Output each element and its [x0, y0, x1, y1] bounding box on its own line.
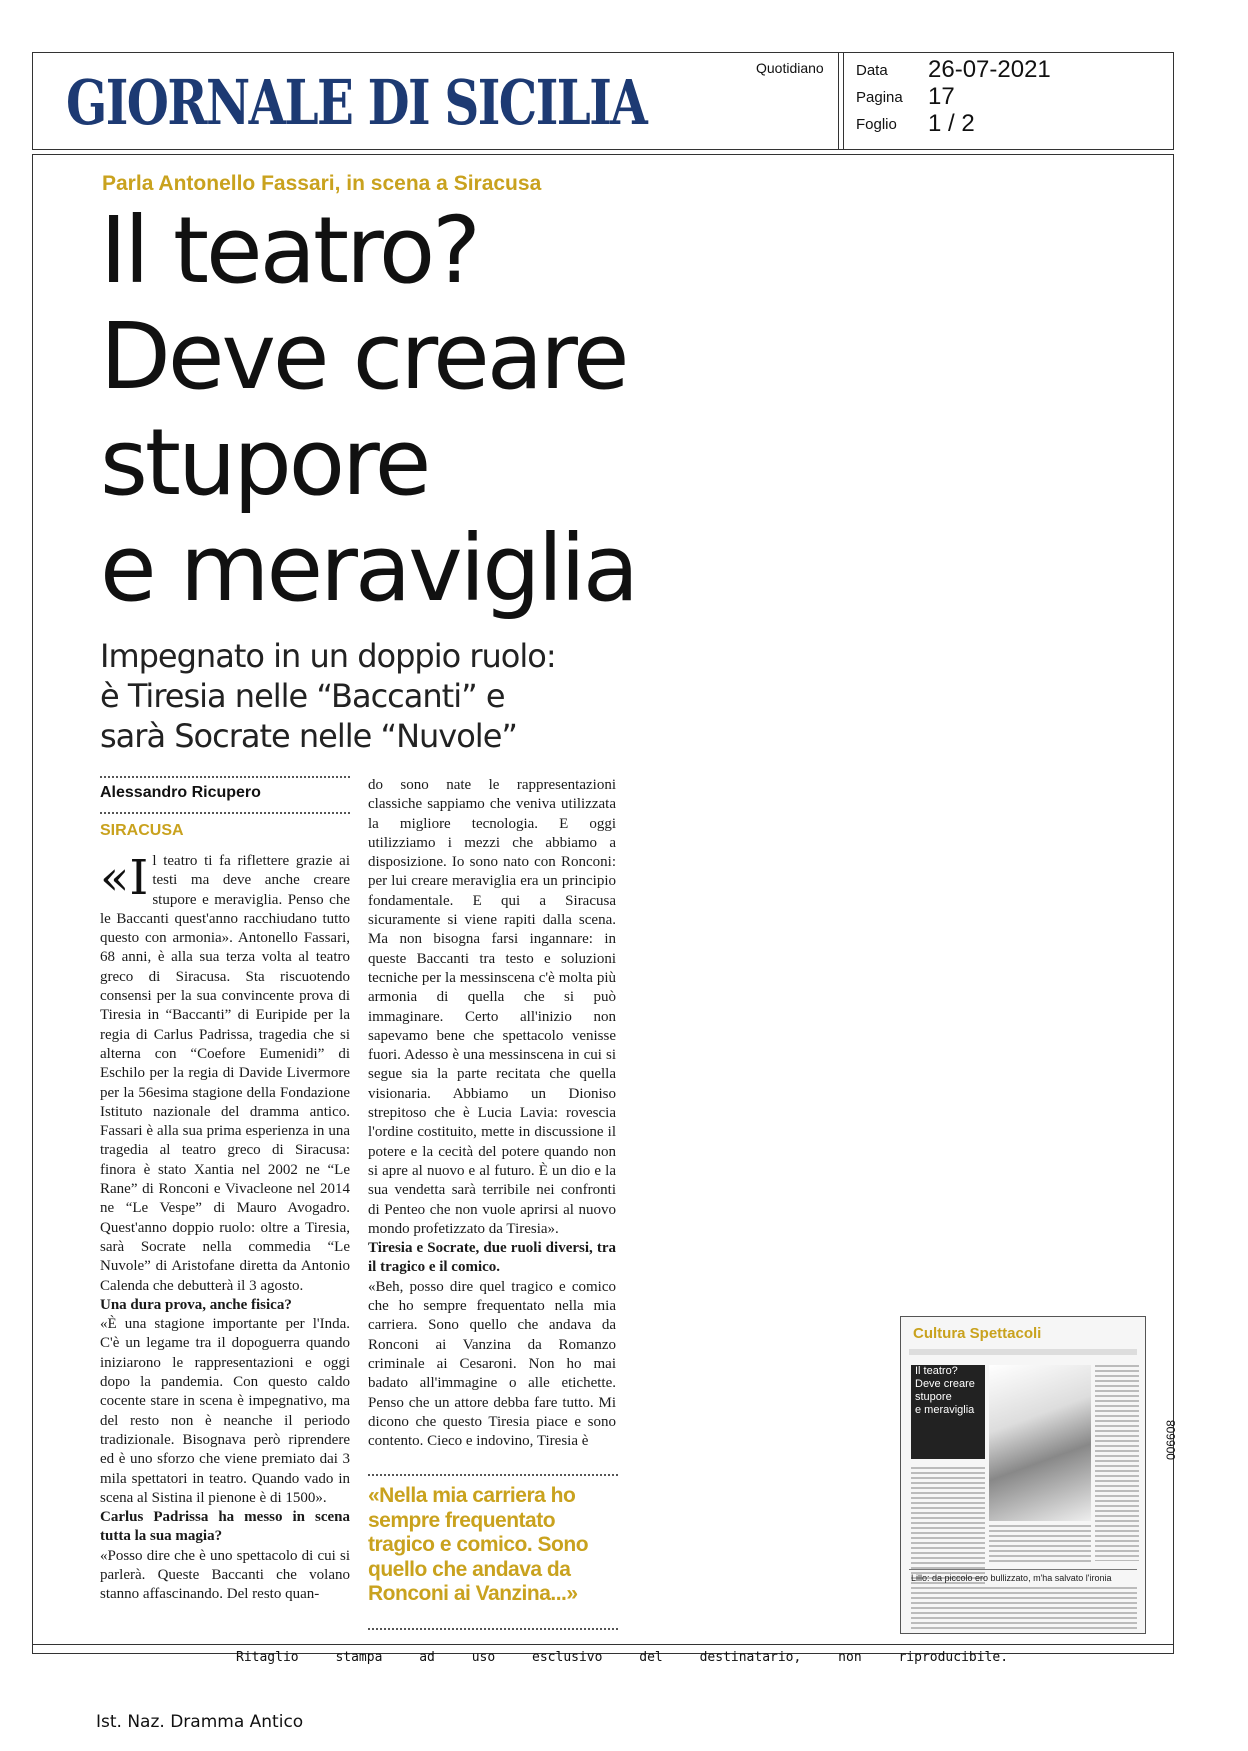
headline-line: Deve creare	[100, 303, 627, 410]
thumbnail-headline-line: stupore	[915, 1391, 952, 1403]
interview-question: Carlus Padrissa ha messo in scena tutta la sua magia?	[100, 1509, 350, 1545]
thumbnail-headline-line: Il teatro?	[915, 1365, 958, 1377]
interview-answer: «Posso dire che è uno spettacolo di cui si parlerà. Queste Baccanti che volano stanno affascinando. Del resto quan-	[100, 1547, 350, 1603]
interview-question: Una dura prova, anche fisica?	[100, 1296, 292, 1313]
clip-note: Ritaglio stampa ad uso esclusivo del destinatario, non riproducibile.	[236, 1650, 1009, 1665]
page-label: Pagina	[856, 89, 903, 106]
interview-answer-continued: do sono nate le rappresentazioni classiche sappiamo che veniva utilizzata la migliore tecnologia. E oggi utilizziamo i mezzi che abbiamo a disposizione. Io sono nato con Ronconi: per lui creare meraviglia era un principio fondamentale. E qui a Siracusa sicuramente si viene rapiti dalla scena. Ma non bisogna farsi ingannare: in queste Baccanti tra testo e soluzioni tecniche per la messinscena c'è molta più armonia di quella che si può immaginare. Certo all'inizio non sapevamo bene che spettacolo venisse fuori. Adesso è una messinscena in cui si segue sia la parte recitata che quella visionaria. Abbiamo un Dioniso strepitoso che è Lucia Lavia: rovescia l'ordine costituito, mette in discussione il potere e la cecità del potere quando non si apre al nuovo e al futuro. È un dio e la sua vendetta sarà terribile nei confronti di Penteo che non vuole aprirsi al nuovo mondo profetizzato da Tiresia».	[368, 777, 616, 1237]
dotted-divider	[368, 1474, 618, 1476]
date-label: Data	[856, 62, 888, 79]
lead-text: l teatro ti fa riflettere grazie ai testi ma deve anche creare stupore e meraviglia. Penso che le Baccanti quest'anno racchiudano tutto questo con armonia». Antonello Fassari, 68 anni, è alla sua terza volta al teatro greco di Siracusa. Sta riscuotendo consensi per la sua convincente prova di Tiresia in “Baccanti” di Euripide per la regia di Carlus Padrissa, tragedia che si alterna con “Coefore Eumenidi” di Eschilo per la regia di Davide Livermore per la 56esima stagione della Fondazione Istituto nazionale del dramma antico. Fassari è alla sua prima esperienza in una tragedia al teatro greco di Siracusa: finora è stato Xantia nel 2002 ne “Le Rane” di Ronconi e Vivacleone nel 2014 ne “Le Vespe” di Mauro Avogadro. Quest'anno doppio ruolo: oltre a Tiresia, sarà Socrate nella commedia “Le Nuvole” di Aristofane diretta da Antonio Calenda che debutterà il 3 agosto.	[100, 853, 350, 1294]
masthead: GIORNALE DI SICILIA	[66, 66, 647, 139]
dropcap: «I	[100, 850, 149, 906]
article-kicker: Parla Antonello Fassari, in scena a Siracusa	[102, 172, 542, 195]
date-value: 26-07-2021	[928, 56, 1051, 83]
subhead-line: è Tiresia nelle “Baccanti” e	[100, 677, 505, 715]
interview-question: Tiresia e Socrate, due ruoli diversi, tra il tragico e il comico.	[368, 1240, 616, 1276]
thumbnail-headline-line: Deve creare	[915, 1378, 975, 1390]
thumbnail-divider	[909, 1569, 1137, 1570]
dotted-divider	[100, 812, 350, 814]
article-author: Alessandro Ricupero	[100, 784, 261, 801]
dotted-divider	[100, 776, 350, 778]
headline-line: Il teatro?	[100, 197, 478, 304]
thumbnail-bottom-text	[911, 1587, 1137, 1629]
headline-line: e meraviglia	[100, 515, 637, 622]
header-divider	[838, 52, 839, 150]
dotted-divider	[368, 1628, 618, 1630]
lead-paragraph	[100, 852, 350, 1296]
sheet-value: 1 / 2	[928, 110, 975, 137]
clip-note-divider	[32, 1644, 1174, 1645]
page-thumbnail	[900, 1316, 1146, 1634]
thumbnail-header-bar	[909, 1349, 1137, 1355]
article-subhead	[100, 636, 556, 756]
thumbnail-photo	[989, 1365, 1091, 1521]
side-code: 006608	[1164, 1419, 1178, 1460]
interview-answer: «Beh, posso dire quel tragico e comico che ho sempre frequentato nella mia carriera. Sono quello che andava da Ronconi ai Vanzina da Romanzo criminale ai Cesaroni. Non ho mai badato all'immagine o alle etichette. Penso che un attore debba fare tutto. Mi dicono che questo Tiresia piace e sono contento. Cieco e indovino, Tiresia è	[368, 1278, 616, 1450]
interview-answer: «È una stagione importante per l'Inda. C'è un legame tra il dopoguerra quando iniziarono le rappresentazioni e oggi dopo la pandemia. Con questo caldo cocente stare in scena è impegnativo, ma del resto non è neanche il periodo tradizionale. Bisognava però riprendere ed è uno sforzo che viene premiato dai 3 mila spettatori in teatro. Quando vado in scena al Sistina il pienone è di 1500».	[100, 1316, 350, 1506]
sheet-label: Foglio	[856, 116, 897, 133]
page-value: 17	[928, 83, 955, 110]
pull-quote: «Nella mia carriera ho sempre frequentato tragico e comico. Sono quello che andava da Ronconi ai Vanzina...»	[368, 1484, 589, 1605]
publication-type: Quotidiano	[756, 60, 824, 76]
thumbnail-headline-block	[911, 1365, 985, 1459]
thumbnail-text-column	[989, 1525, 1091, 1565]
article-column-1	[100, 852, 350, 1605]
article-headline	[100, 198, 636, 622]
thumbnail-section-title: Cultura Spettacoli	[913, 1325, 1042, 1342]
headline-line: stupore	[100, 409, 429, 516]
article-dateline: SIRACUSA	[100, 822, 184, 839]
article-column-2	[368, 776, 616, 1451]
thumbnail-bottom-headline: Lillo: da piccolo ero bullizzato, m'ha salvato l'ironia	[911, 1573, 1112, 1583]
header-divider-inner	[843, 52, 844, 150]
thumbnail-text-column	[1095, 1365, 1139, 1561]
thumbnail-headline-line: e meraviglia	[915, 1404, 975, 1416]
footer-source: Ist. Naz. Dramma Antico	[96, 1712, 304, 1732]
subhead-line: sarà Socrate nelle “Nuvole”	[100, 717, 517, 755]
subhead-line: Impegnato in un doppio ruolo:	[100, 637, 556, 675]
